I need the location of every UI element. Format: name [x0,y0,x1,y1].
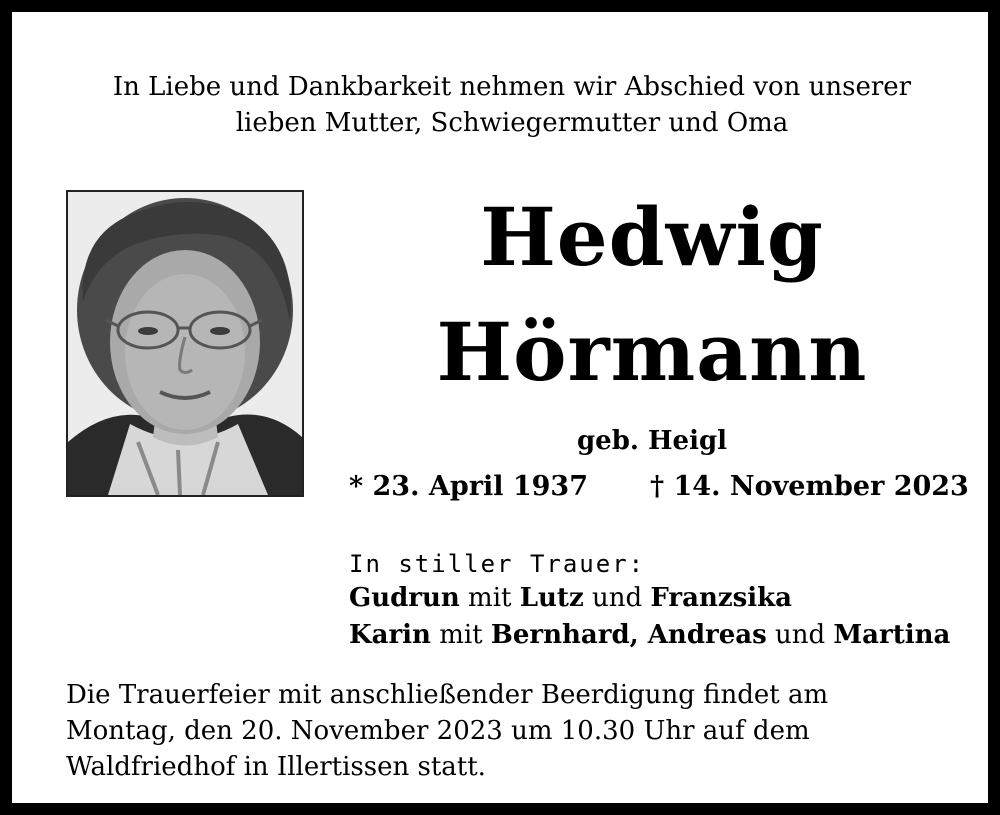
death-date: † 14. November 2023 [650,471,969,502]
intro-line-1: In Liebe und Dankbarkeit nehmen wir Abschied von unserer [112,72,912,102]
last-name: Hörmann [436,305,868,399]
mourner-name: Gudrun [349,583,460,613]
birth-date: * 23. April 1937 [349,471,589,502]
mourner-name: Bernhard, Andreas [490,620,767,650]
mourner-name: Franzsika [650,583,792,613]
mourner-name: Karin [349,620,431,650]
funeral-line-2: Montag, den 20. November 2023 um 10.30 Uhr auf dem [66,716,810,746]
mourner-name: Martina [833,620,951,650]
mourners-heading: In stiller Trauer: [349,550,646,578]
mourners-line-2 [349,617,950,653]
mourner-connector: mit [430,620,491,650]
portrait-photo [66,190,304,497]
mourners-line-1 [349,580,792,616]
first-name: Hedwig [480,190,824,284]
mourner-connector: und [766,620,834,650]
intro-line-2: lieben Mutter, Schwiegermutter und Oma [235,108,789,138]
mourner-name: Lutz [519,583,584,613]
funeral-line-3: Waldfriedhof in Illertissen statt. [66,752,486,782]
maiden-name: geb. Heigl [576,426,728,456]
mourner-connector: mit [459,583,520,613]
mourner-connector: und [583,583,651,613]
funeral-line-1: Die Trauerfeier mit anschließender Beerdigung findet am [66,680,829,710]
